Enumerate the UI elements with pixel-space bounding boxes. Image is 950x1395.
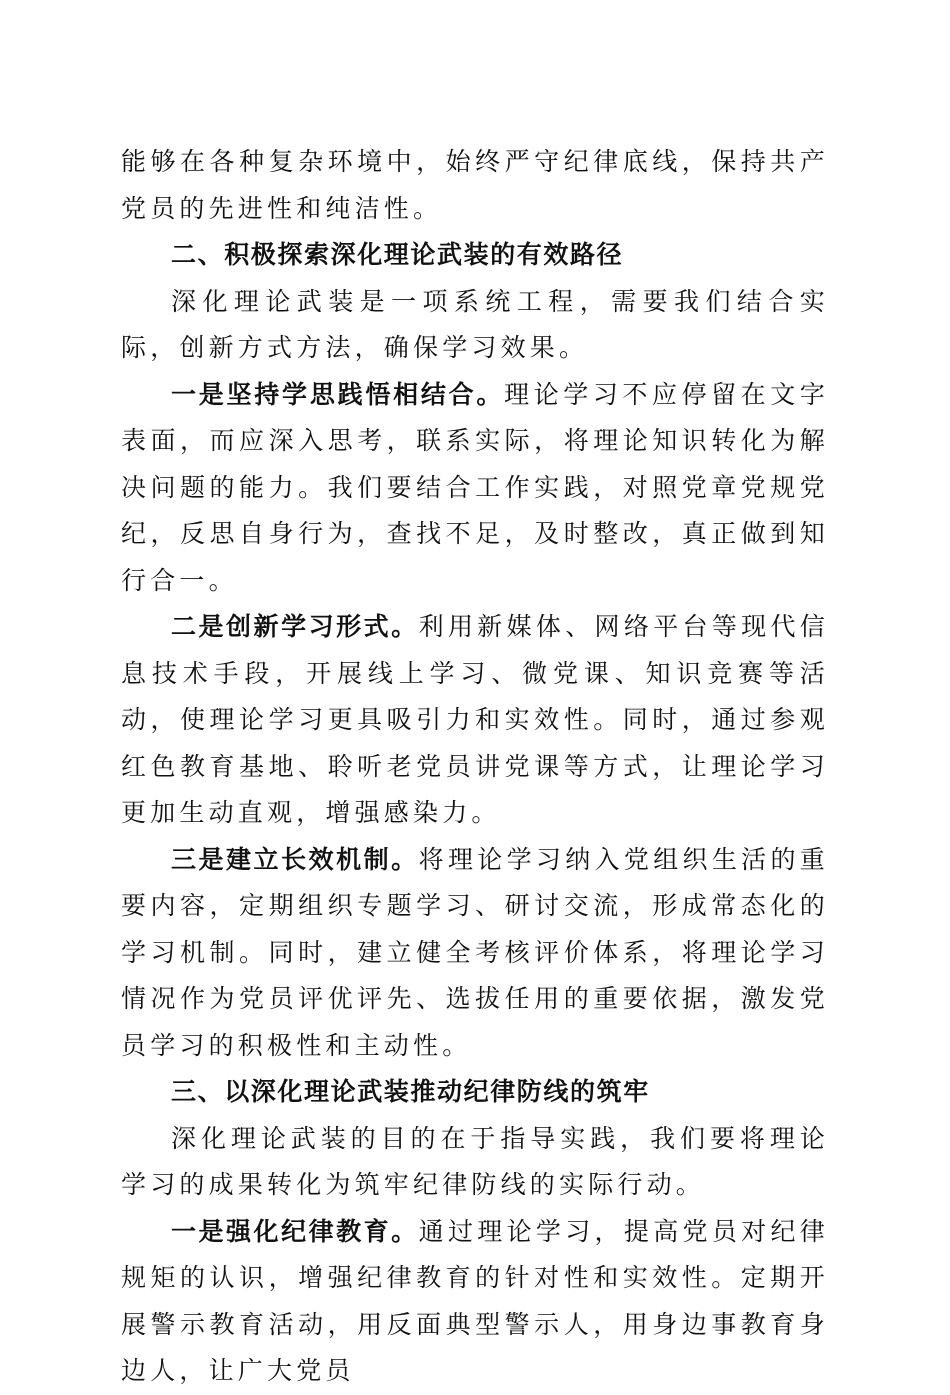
paragraph-point-2	[121, 604, 829, 837]
paragraph-intro-section-2: 深化理论武装是一项系统工程，需要我们结合实际，创新方式方法，确保学习效果。	[121, 286, 829, 362]
paragraph-point-3	[121, 837, 829, 1070]
paragraph-intro-section-3: 深化理论武装的目的在于指导实践，我们要将理论学习的成果转化为筑牢纪律防线的实际行动。	[121, 1123, 829, 1199]
section-heading-2: 二、积极探索深化理论武装的有效路径	[171, 240, 624, 269]
document-body	[121, 139, 829, 1395]
paragraph-text: 通过理论学习，提高党员对纪律规矩的认识，增强纪律教育的针对性和实效性。定期开展警示教育活动，用反面典型警示人，用身边事教育身边人，让广大党员	[121, 1216, 829, 1385]
paragraph-text: 将理论学习纳入党组织生活的重要内容，定期组织专题学习、研讨交流，形成常态化的学习机制。同时，建立健全考核评价体系，将理论学习情况作为党员评优评先、选拔任用的重要依据，激发党员学习的积极性和主动性。	[121, 844, 829, 1060]
paragraph-point-discipline-1	[121, 1209, 829, 1395]
paragraph-lead: 一是强化纪律教育。	[171, 1216, 419, 1246]
paragraph-lead: 一是坚持学思践悟相结合。	[171, 379, 505, 409]
section-heading-3: 三、以深化理论武装推动纪律防线的筑牢	[171, 1077, 650, 1106]
paragraph-lead: 二是创新学习形式。	[171, 612, 419, 641]
paragraph-text: 利用新媒体、网络平台等现代信息技术手段，开展线上学习、微党课、知识竞赛等活动，使理论学习更具吸引力和实效性。同时，通过参观红色教育基地、聆听老党员讲党课等方式，让理论学习更加生动直观，增强感染力。	[121, 612, 829, 827]
paragraph-lead: 三是建立长效机制。	[171, 844, 419, 874]
paragraph-text: 理论学习不应停留在文字表面，而应深入思考，联系实际，将理论知识转化为解决问题的能力。我们要结合工作实践，对照党章党规党纪，反思自身行为，查找不足，及时整改，真正做到知行合一。	[121, 379, 829, 595]
paragraph-continuation: 能够在各种复杂环境中，始终严守纪律底线，保持共产党员的先进性和纯洁性。	[121, 147, 829, 223]
paragraph-point-1	[121, 372, 829, 605]
